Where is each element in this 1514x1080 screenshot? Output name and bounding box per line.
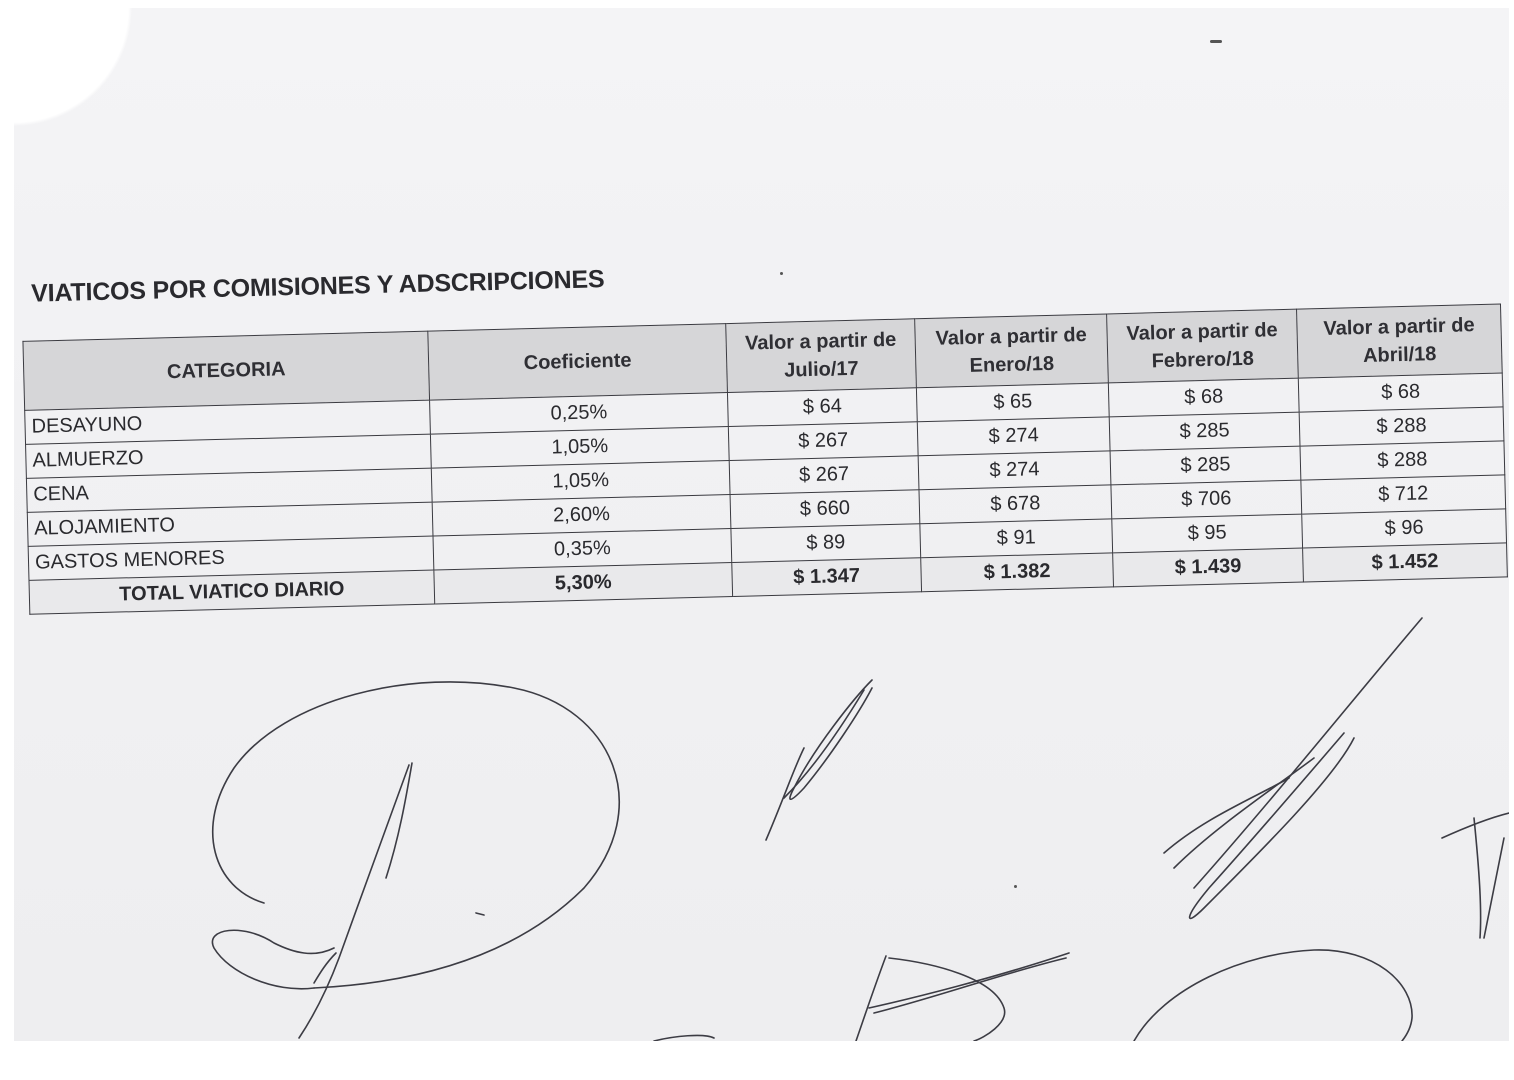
signature-stroke <box>654 1035 714 1041</box>
total-value-julio-17: $ 1.347 <box>732 558 922 597</box>
row-label: GASTOS MENORES <box>28 536 434 580</box>
signature-stroke <box>299 765 409 1038</box>
signature-stroke <box>1194 618 1422 888</box>
row-value-julio-17: $ 267 <box>729 456 919 495</box>
signature-stroke <box>869 953 1069 1008</box>
signature-stroke <box>874 958 1066 1013</box>
row-coeficiente: 1,05% <box>431 461 730 503</box>
row-value-abril-18: $ 96 <box>1302 509 1507 548</box>
row-value-febrero-18: $ 95 <box>1112 514 1303 553</box>
row-value-febrero-18: $ 68 <box>1108 378 1299 417</box>
row-value-julio-17: $ 64 <box>727 388 917 427</box>
row-value-febrero-18: $ 285 <box>1110 446 1301 485</box>
total-label: TOTAL VIATICO DIARIO <box>29 570 435 614</box>
row-value-febrero-18: $ 706 <box>1111 480 1302 519</box>
total-value-febrero-18: $ 1.439 <box>1113 548 1304 587</box>
paper-sheet <box>14 8 1509 1041</box>
total-coeficiente: 5,30% <box>434 563 733 605</box>
row-value-julio-17: $ 89 <box>731 524 921 563</box>
row-value-febrero-18: $ 285 <box>1109 412 1300 451</box>
row-coeficiente: 0,35% <box>433 529 732 571</box>
total-value-enero-18: $ 1.382 <box>921 553 1114 592</box>
row-value-enero-18: $ 274 <box>917 417 1110 456</box>
row-value-abril-18: $ 288 <box>1300 441 1505 480</box>
row-label: DESAYUNO <box>25 400 431 444</box>
row-coeficiente: 1,05% <box>430 427 729 469</box>
row-value-abril-18: $ 68 <box>1298 373 1503 412</box>
row-value-julio-17: $ 267 <box>728 422 918 461</box>
header-enero-18-text: Valor a partir de Enero/18 <box>935 323 1087 377</box>
total-value-abril-18: $ 1.452 <box>1303 543 1508 582</box>
row-coeficiente: 2,60% <box>432 495 731 537</box>
signature-stroke <box>784 690 864 798</box>
signature-stroke <box>856 956 886 1041</box>
header-julio-17-text: Valor a partir de Julio/17 <box>744 328 897 382</box>
document-title: VIATICOS POR COMISIONES Y ADSCRIPCIONES <box>30 265 605 308</box>
signature-stroke <box>1474 818 1481 938</box>
header-febrero-18-text: Valor a partir de Febrero/18 <box>1126 319 1278 373</box>
header-coeficiente: Coeficiente <box>428 324 728 401</box>
signature-stroke <box>476 913 484 915</box>
signature-stroke <box>1134 950 1412 1041</box>
signature-stroke <box>1190 733 1354 918</box>
row-value-enero-18: $ 274 <box>918 451 1111 490</box>
header-categoria: CATEGORIA <box>23 331 430 410</box>
row-value-enero-18: $ 65 <box>916 383 1109 422</box>
signatures <box>14 8 1509 1041</box>
row-coeficiente: 0,25% <box>430 393 729 435</box>
signature-stroke <box>314 953 336 983</box>
row-label: CENA <box>26 468 432 512</box>
header-abril-18-text: Valor a partir de Abril/18 <box>1323 314 1475 367</box>
row-value-abril-18: $ 288 <box>1299 407 1504 446</box>
row-label: ALMUERZO <box>26 434 432 478</box>
signature-stroke <box>386 763 412 878</box>
row-value-julio-17: $ 660 <box>730 490 920 529</box>
row-value-enero-18: $ 91 <box>920 519 1113 558</box>
row-label: ALOJAMIENTO <box>27 502 433 546</box>
row-value-abril-18: $ 712 <box>1301 475 1506 514</box>
signature-stroke <box>1484 838 1504 938</box>
signature-stroke <box>1174 758 1314 868</box>
row-value-enero-18: $ 678 <box>919 485 1112 524</box>
